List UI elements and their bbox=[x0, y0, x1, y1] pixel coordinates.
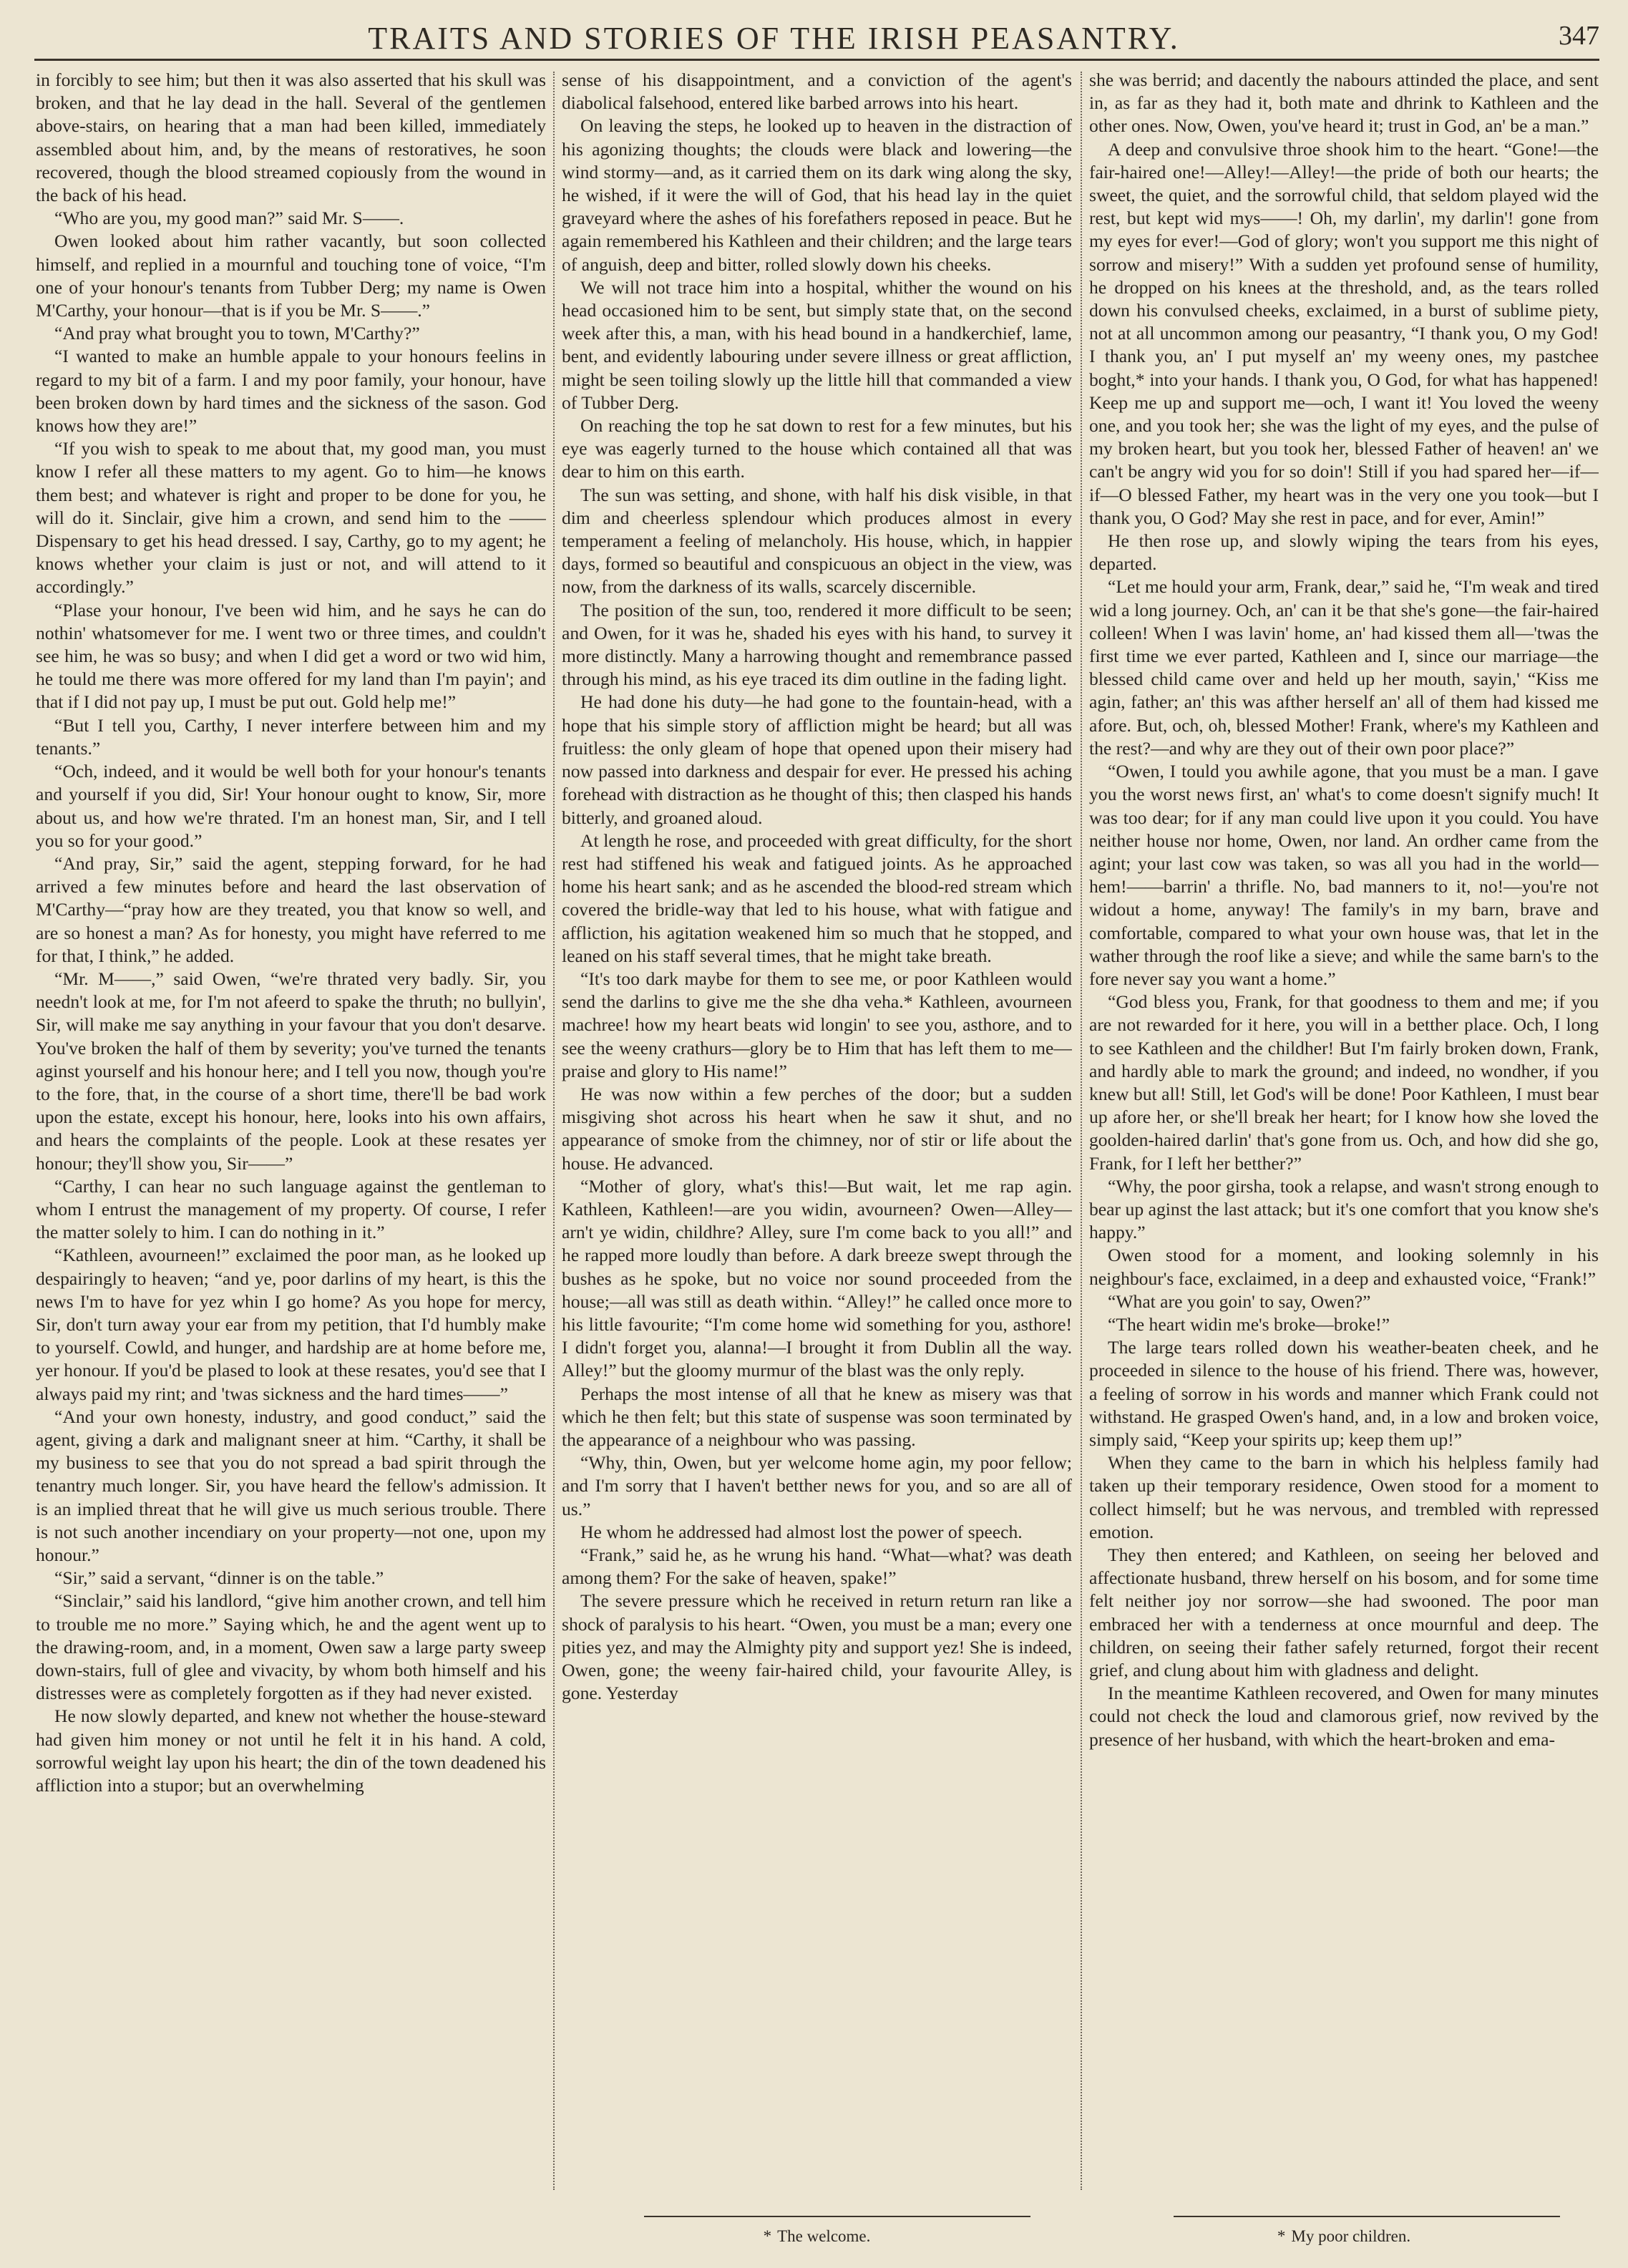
paragraph: He now slowly departed, and knew not whether the house-steward had given him money or not until he felt it in his hand. A cold, sorrowful weight lay upon his heart; the din of the town deadened his affliction into a stupor; but an overwhelming bbox=[36, 1705, 546, 1796]
paragraph: “Who are you, my good man?” said Mr. S——. bbox=[54, 208, 404, 229]
paragraph: He whom he addressed had almost lost the power of speech. bbox=[580, 1521, 1023, 1542]
paragraph: “Och, indeed, and it would be well both for your honour's tenants and yourself if you did, Sir! Your honour ought to know, Sir, more about us, and how we're thrated. I'm an honest man, Sir, and I tell you so for your good.” bbox=[36, 761, 546, 851]
paragraph: “I wanted to make an humble appale to your honours feelins in regard to my bit of a farm. I and my poor family, your honour, have been broken down by hard times and the sickness of the sason. God knows how they are!” bbox=[36, 346, 546, 437]
paragraph: The sun was setting, and shone, with half his disk visible, in that dim and cheerless splendour which produces almost in every temperament a feeling of melancholy. His house, which, in happier days, formed so beautiful and conspicuous an object in the view, was now, from the darkness of its walls, scarcely discernible. bbox=[562, 484, 1072, 598]
paragraph: “What are you goin' to say, Owen?” bbox=[1108, 1290, 1371, 1312]
paragraph: “Sinclair,” said his landlord, “give him another crown, and tell him to trouble me no more.” Saying which, he and the agent went up to the drawing-room, and, in a moment, Owen saw a large party sweep down-stairs, full of glee and vivacity, by whom both himself and his distresses were as completely forgotten as if they had never existed. bbox=[36, 1590, 546, 1704]
paragraph: Perhaps the most intense of all that he knew as misery was that which he then felt; but this state of suspense was soon terminated by the appearance of a neighbour who was passing. bbox=[562, 1383, 1072, 1450]
paragraph: Owen stood for a moment, and looking solemnly in his neighbour's face, exclaimed, in a deep and exhausted voice, “Frank!” bbox=[1089, 1245, 1599, 1289]
footnote-column-3 bbox=[1089, 2227, 1599, 2246]
paragraph: “Plase your honour, I've been wid him, and he says he can do nothin' whatsomever for me. I went two or three times, and couldn't see him, he was so busy; and when I did get a word or two wid him, he tould me there was more offered for my land than I'm payin'; and that if I did not pay up, I must be put out. Gold help me!” bbox=[36, 599, 546, 713]
paragraph: Owen looked about him rather vacantly, but soon collected himself, and replied in a mournful and touching tone of voice, “I'm one of your honour's tenants from Tubber Derg; my name is Owen M'Carthy, your honour—that is if you be Mr. S——.” bbox=[36, 230, 546, 321]
paragraph: “Sir,” said a servant, “dinner is on the table.” bbox=[54, 1567, 384, 1589]
footnote-text: The welcome. bbox=[777, 2227, 871, 2245]
column-divider bbox=[1081, 72, 1083, 2190]
paragraph: He had done his duty—he had gone to the fountain-head, with a hope that his simple story of affliction might be heard; but all was fruitless: the only gleam of hope that opened upon their misery had now passed into darkness and despair for ever. He pressed his aching forehead with distraction as he thought of this; then clasped his hands bitterly, and groaned aloud. bbox=[562, 691, 1072, 828]
paragraph: “Let me hould your arm, Frank, dear,” said he, “I'm weak and tired wid a long journey. Och, an' can it be that she's gone—the fair-haired colleen! When I was lavin' home, an' had kissed them all—'twas the first time we ever parted, Kathleen and I, since our marriage—the blessed child came over and held up her mouth, sayin,' “Kiss me agin, father; an' this was afther herself an' all of them had kissed me afore. But, och, oh, blessed Mother! Frank, where's my Kathleen and the rest?—and why are they out of their own poor place?” bbox=[1089, 576, 1599, 759]
paragraph: in forcibly to see him; but then it was also asserted that his skull was broken, and that he lay dead in the hall. Several of the gentlemen above-stairs, on hearing that a man had been killed, immediately assembled about him, and, by the means of restoratives, he soon recovered, though the blood streamed copiously from the wound in the back of his head. bbox=[36, 69, 546, 206]
page-header bbox=[34, 16, 1599, 61]
paragraph: “Carthy, I can hear no such language against the gentleman to whom I entrust the management of my property. Of course, I refer the matter solely to him. I can do nothing in it.” bbox=[36, 1175, 546, 1243]
paragraph: “Frank,” said he, as he wrung his hand. “What—what? was death among them? For the sake of heaven, spake!” bbox=[562, 1544, 1072, 1589]
paragraph: In the meantime Kathleen recovered, and Owen for many minutes could not check the loud and clamorous grief, now revived by the presence of her husband, with which the heart-broken and ema- bbox=[1089, 1683, 1599, 1750]
paragraph: The severe pressure which he received in return return ran like a shock of paralysis to his heart. “Owen, you must be a man; every one pities yez, and may the Almighty pity and support yez! She is indeed, Owen, gone; the weeny fair-haired child, your favourite Alley, is gone. Yesterday bbox=[562, 1590, 1072, 1704]
text-column-3 bbox=[1089, 69, 1599, 2180]
paragraph: “Mother of glory, what's this!—But wait, let me rap agin. Kathleen, Kathleen!—are you widin, avourneen? Owen—Alley—arn't ye widin, childhre? Alley, sure I'm come back to you all!” and he rapped more loudly than before. A dark breeze swept through the bushes as he spoke, but no voice nor sound proceeded from the house;—all was still as death within. “Alley!” he called once more to his little favourite; “I'm come home wid something for you, asthore! I didn't forget you, alanna!—I brought it from Dublin all the way. Alley!” but the gloomy murmur of the blast was the only reply. bbox=[562, 1175, 1072, 1381]
paragraph: The position of the sun, too, rendered it more difficult to be seen; and Owen, for it was he, shaded his eyes with his hand, to survey it more distinctly. Many a harrowing thought and remembrance passed through his mind, as his eye traced its dim outline in the fading light. bbox=[562, 599, 1072, 690]
paragraph: “And pray, Sir,” said the agent, stepping forward, for he had arrived a few minutes before and heard the last observation of M'Carthy—“pray how are they treated, you that know so well, and are so honest a man? As for honesty, you might have referred to me for that, I think,” he added. bbox=[36, 852, 546, 966]
paragraph: “Why, the poor girsha, took a relapse, and wasn't strong enough to bear up aginst the last attack; but it's one comfort that you know she's happy.” bbox=[1089, 1175, 1599, 1243]
text-column-2 bbox=[562, 69, 1072, 2180]
paragraph: “If you wish to speak to me about that, my good man, you must know I refer all these matters to my agent. Go to him—he knows them best; and whatever is right and proper to be done for you, he will do it. Sinclair, give him a crown, and send him to the —— Dispensary to get his head dressed. I say, Carthy, go to my agent; he knows whether your claim is just or not, and will attend to it accordingly.” bbox=[36, 438, 546, 598]
paragraph: The large tears rolled down his weather-beaten cheek, and he proceeded in silence to the house of his friend. There was, however, a feeling of sorrow in his words and manner which Frank could not withstand. He grasped Owen's hand, and, in a low and broken voice, simply said, “Keep your spirits up; keep them up!” bbox=[1089, 1337, 1599, 1450]
paragraph: she was berrid; and dacently the nabours attinded the place, and sent in, as far as they had it, both mate and dhrink to Kathleen and the other ones. Now, Owen, you've heard it; trust in God, an' be a man.” bbox=[1089, 69, 1599, 137]
paragraph: “Why, thin, Owen, but yer welcome home agin, my poor fellow; and I'm sorry that I haven't betther news for you, and so are all of us.” bbox=[562, 1452, 1072, 1519]
paragraph: “Mr. M——,” said Owen, “we're thrated very badly. Sir, you needn't look at me, for I'm not afeerd to spake the thruth; no bullyin', Sir, will make me say anything in your favour that you don't desarve. You've broken the half of them by severity; you've turned the tenants aginst yourself and his honour here; and I tell you now, though you're to the fore, that, in the course of a short time, there'll be bad work upon the estate, except his honour, here, looks into his own affairs, and hears the complaints of the people. Look at these resates yer honour; they'll show you, Sir——” bbox=[36, 968, 546, 1174]
page-number: 347 bbox=[1559, 21, 1599, 51]
footnote-rule bbox=[644, 2216, 1030, 2217]
paragraph: When they came to the barn in which his helpless family had taken up their temporary residence, Owen stood for a moment to collect himself; but he was nervous, and trembled with repressed emotion. bbox=[1089, 1452, 1599, 1542]
paragraph: They then entered; and Kathleen, on seeing her beloved and affectionate husband, threw herself on his bosom, and for some time felt neither joy nor sorrow—she had swooned. The poor man embraced her with a tenderness at once mournful and deep. The children, on seeing their father safely returned, forgot their recent grief, and clung about him with gladness and delight. bbox=[1089, 1544, 1599, 1681]
paragraph: “God bless you, Frank, for that goodness to them and me; if you are not rewarded for it here, you will in a betther place. Och, I long to see Kathleen and the childher! But I'm fairly broken down, Frank, and hardly able to mark the ground; and indeed, no wondher, if you knew but all! Still, let God's will be done! Poor Kathleen, I must bear up afore her, or she'll break her heart; for I know how she loved the goolden-haired darlin' that's gone from us. Och, and how did she go, Frank, for I left her betther?” bbox=[1089, 991, 1599, 1174]
column-divider bbox=[553, 72, 555, 2190]
paragraph: A deep and convulsive throe shook him to the heart. “Gone!—the fair-haired one!—Alley!—Alley!—the pride of both our hearts; the sweet, the quiet, and the sorrowful child, that seldom played wid the rest, but kept wid mys——! Oh, my darlin', my darlin'! gone from my eyes for ever!—God of glory; won't you support me this night of sorrow and misery!” With a sudden yet profound sense of humility, he dropped on his knees at the threshold, and, as the tears rolled down his convulsed cheeks, exclaimed, in a burst of sublime piety, not at all uncommon among our peasantry, “I thank you, O my God! I thank you, an' I put myself an' my weeny ones, my pastchee boght,* into your hands. I thank you, O God, for what has happened! Keep me up and support me—och, I want it! You loved the weeny one, and you took her; she was the light of my eyes, and the pulse of my broken heart, but you took her, blessed Father of heaven! an' we can't be angry wid you for so doin'! Still if you had spared her—if—if—O blessed Father, my heart was in the very one you took—but I thank you, O God? May she rest in pace, and for ever, Amin!” bbox=[1089, 138, 1599, 528]
footnote-mark: * bbox=[1277, 2227, 1286, 2245]
paragraph: “The heart widin me's broke—broke!” bbox=[1108, 1313, 1390, 1335]
paragraph: “Kathleen, avourneen!” exclaimed the poor man, as he looked up despairingly to heaven; “and ye, poor darlins of my heart, is this the news I'm to have for yez whin I go home? As you hope for mercy, Sir, don't turn away your ear from my petition, that I'd humbly make to yourself. Cowld, and hunger, and hardship are at home before me, yer honour. If you'd be plased to look at these resates, you'd see that I always paid my rint; and 'twas sickness and the hard times——” bbox=[36, 1245, 546, 1404]
footnote-column-2 bbox=[562, 2227, 1072, 2246]
paragraph: He then rose up, and slowly wiping the tears from his eyes, departed. bbox=[1089, 530, 1599, 575]
footnote-text: My poor children. bbox=[1291, 2227, 1411, 2245]
text-column-1 bbox=[36, 69, 546, 2187]
paragraph: On reaching the top he sat down to rest for a few minutes, but his eye was eagerly turned to the house which contained all that was dear to him on this earth. bbox=[562, 415, 1072, 482]
paragraph: “And pray what brought you to town, M'Carthy?” bbox=[54, 323, 420, 344]
paragraph: “It's too dark maybe for them to see me, or poor Kathleen would send the darlins to give me the she dha veha.* Kathleen, avourneen machree! how my heart beats wid longin' to see you, asthore, and to see the weeny crathurs—glory be to Him that has left them to me—praise and glory to His name!” bbox=[562, 968, 1072, 1081]
paragraph: sense of his disappointment, and a conviction of the agent's diabolical falsehood, entered like barbed arrows into his heart. bbox=[562, 69, 1072, 114]
paragraph: He was now within a few perches of the door; but a sudden misgiving shot across his heart when he saw it shut, and no appearance of smoke from the chimney, nor of stir or life about the house. He advanced. bbox=[562, 1083, 1072, 1174]
running-head: TRAITS AND STORIES OF THE IRISH PEASANTRY. bbox=[368, 21, 1180, 56]
paragraph: “And your own honesty, industry, and good conduct,” said the agent, giving a dark and malignant sneer at him. “Carthy, it shall be my business to see that you do not spread a bad spirit through the tenantry much longer. Sir, you have heard the fellow's admission. It is an implied threat that he will give us much serious trouble. There is not such another incendiary on your property—not one, upon my honour.” bbox=[36, 1406, 546, 1565]
footnote-rule bbox=[1174, 2216, 1560, 2217]
paragraph: “Owen, I tould you awhile agone, that you must be a man. I gave you the worst news first, an' what's to come doesn't signify much! It was too dear; for if any man could live upon it you could. You have neither house nor home, Owen, nor land. An ordher came from the agint; your last cow was taken, so was all you had in the world—hem!——barrin' a thrifle. No, bad manners to it, no!—you're not widout a home, anyway! The family's in my barn, brave and comfortable, compared to what your own house was, that let in the wather through the roof like a sieve; and while the same barn's to the fore never say you want a home.” bbox=[1089, 761, 1599, 989]
paragraph: At length he rose, and proceeded with great difficulty, for the short rest had stiffened his weak and fatigued joints. As he approached home his heart sank; and as he ascended the blood-red stream which covered the bridle-way that led to his house, what with fatigue and affliction, his agitation weakened him so much that he stopped, and leaned on his staff several times, that he might take breath. bbox=[562, 829, 1072, 966]
footnote-mark: * bbox=[763, 2227, 772, 2245]
paragraph: “But I tell you, Carthy, I never interfere between him and my tenants.” bbox=[36, 714, 546, 759]
paragraph: We will not trace him into a hospital, whither the wound on his head occasioned him to be sent, but simply state that, on the second week after this, a man, with his head bound in a handkerchief, lame, bent, and evidently labouring under severe illness or great affliction, might be seen toiling slowly up the little hill that commanded a view of Tubber Derg. bbox=[562, 276, 1072, 413]
paragraph: On leaving the steps, he looked up to heaven in the distraction of his agonizing thoughts; the clouds were black and lowering—the wind stormy—and, as it carried them on its dark wing along the sky, he wished, if it were the will of God, that his head lay in the quiet graveyard where the ashes of his forefathers reposed in peace. But he again remembered his Kathleen and their children; and the large tears of anguish, deep and bitter, rolled slowly down his cheeks. bbox=[562, 115, 1072, 275]
